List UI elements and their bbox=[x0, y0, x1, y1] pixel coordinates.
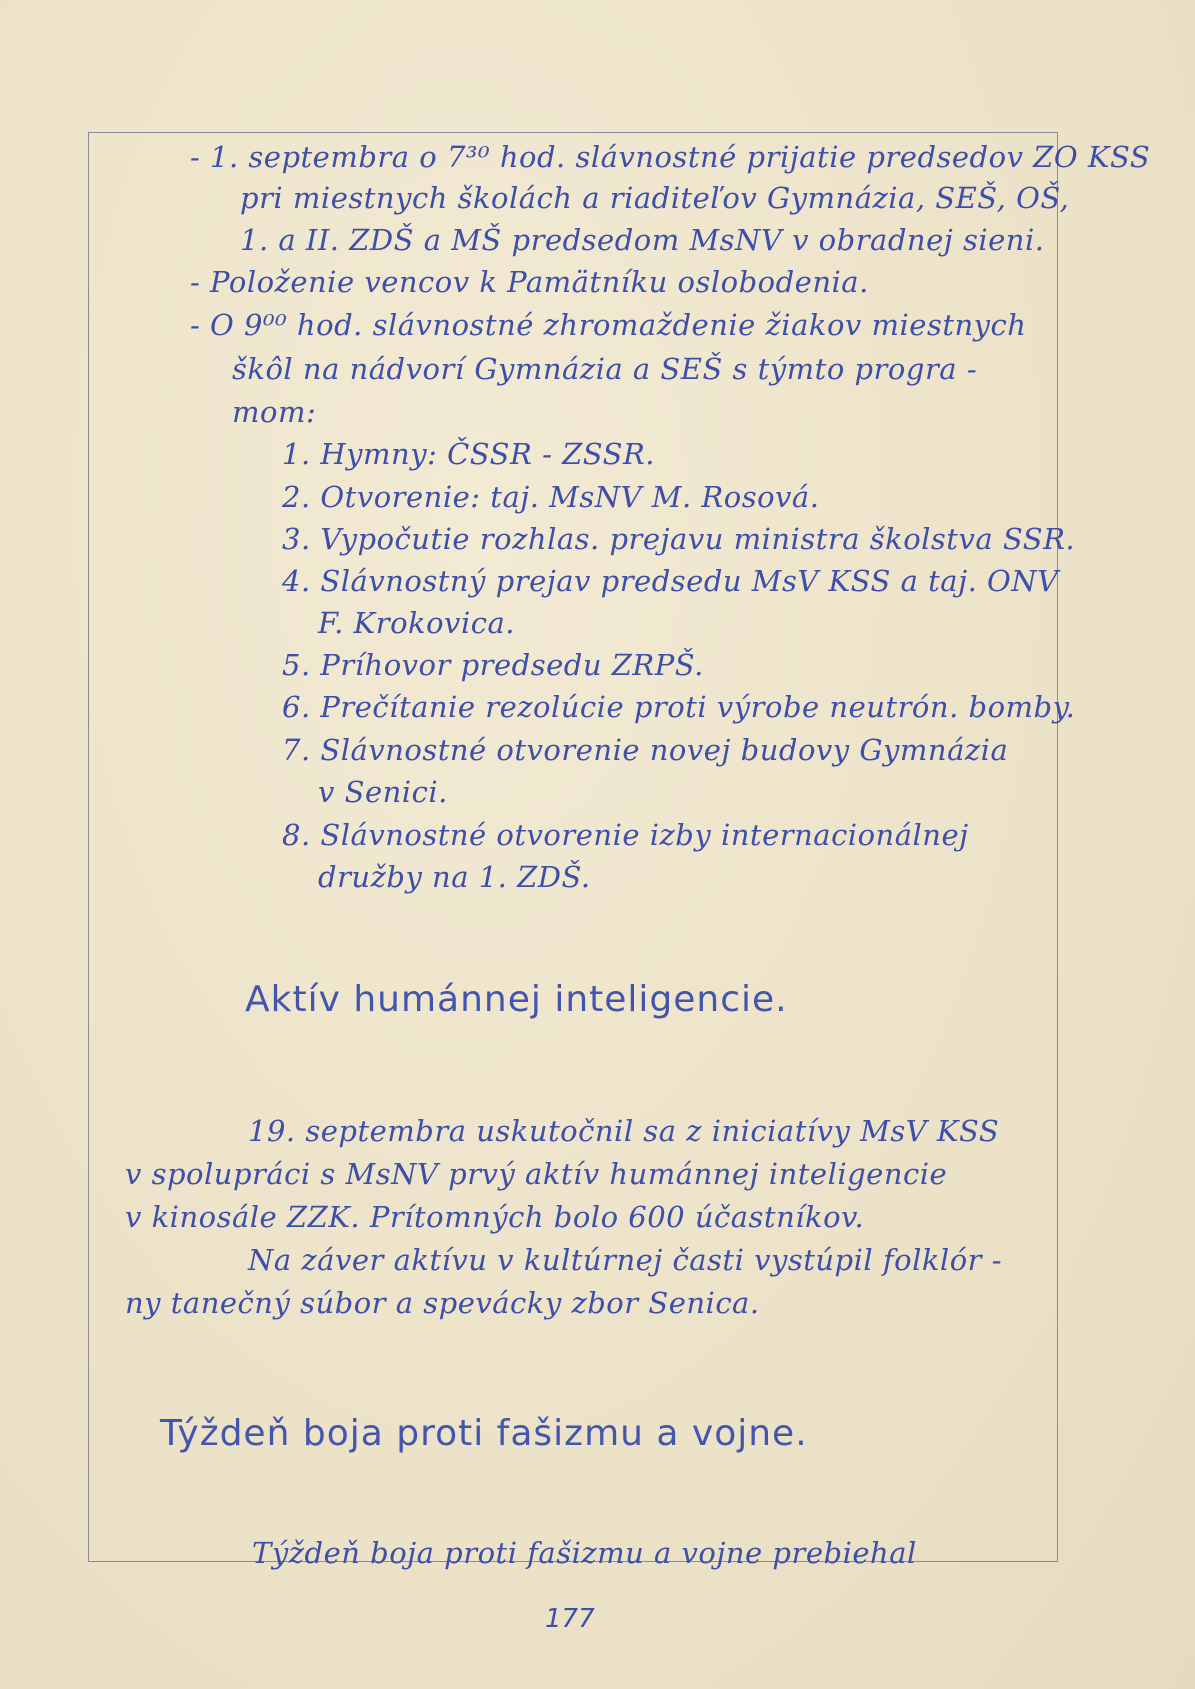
list-item: 1. Hymny: ČSSR - ZSSR. bbox=[282, 437, 656, 471]
text-line: - O 9⁰⁰ hod. slávnostné zhromaždenie žiakov miestnych bbox=[190, 308, 1027, 342]
list-item: 2. Otvorenie: taj. MsNV M. Rosová. bbox=[282, 480, 820, 514]
text-line: v kinosále ZZK. Prítomných bolo 600 účastníkov. bbox=[125, 1200, 865, 1234]
list-item-continuation: v Senici. bbox=[318, 775, 448, 809]
list-item: 8. Slávnostné otvorenie izby internacionálnej bbox=[282, 818, 969, 852]
list-item-continuation: družby na 1. ZDŠ. bbox=[318, 860, 591, 894]
list-item: 6. Prečítanie rezolúcie proti výrobe neutrón. bomby. bbox=[282, 690, 1076, 724]
text-line: - 1. septembra o 7³⁰ hod. slávnostné prijatie predsedov ZO KSS bbox=[190, 140, 1151, 174]
text-line: ny tanečný súbor a spevácky zbor Senica. bbox=[125, 1286, 760, 1320]
text-line: - Položenie vencov k Pamätníku oslobodenia. bbox=[190, 265, 869, 299]
text-line: Týždeň boja proti fašizmu a vojne prebiehal bbox=[252, 1536, 917, 1570]
section-heading: Aktív humánnej inteligencie. bbox=[245, 979, 788, 1020]
list-item-continuation: F. Krokovica. bbox=[318, 606, 515, 640]
page-number: 177 bbox=[545, 1604, 595, 1634]
list-item: 3. Vypočutie rozhlas. prejavu ministra školstva SSR. bbox=[282, 522, 1076, 556]
text-line: v spolupráci s MsNV prvý aktív humánnej inteligencie bbox=[125, 1157, 948, 1191]
list-item: 4. Slávnostný prejav predsedu MsV KSS a taj. ONV bbox=[282, 564, 1059, 598]
text-line: 1. a II. ZDŠ a MŠ predsedom MsNV v obradnej sieni. bbox=[240, 223, 1045, 257]
section-heading: Týždeň boja proti fašizmu a vojne. bbox=[160, 1413, 808, 1454]
text-line: pri miestnych školách a riaditeľov Gymnázia, SEŠ, OŠ, bbox=[240, 181, 1070, 215]
text-line: Na záver aktívu v kultúrnej časti vystúpil folklór - bbox=[248, 1243, 1003, 1277]
text-line: mom: bbox=[232, 395, 317, 429]
list-item: 5. Príhovor predsedu ZRPŠ. bbox=[282, 648, 704, 682]
text-line: 19. septembra uskutočnil sa z iniciatívy MsV KSS bbox=[248, 1114, 1000, 1148]
list-item: 7. Slávnostné otvorenie novej budovy Gymnázia bbox=[282, 733, 1009, 767]
text-line: škôl na nádvorí Gymnázia a SEŠ s týmto progra - bbox=[232, 352, 978, 386]
